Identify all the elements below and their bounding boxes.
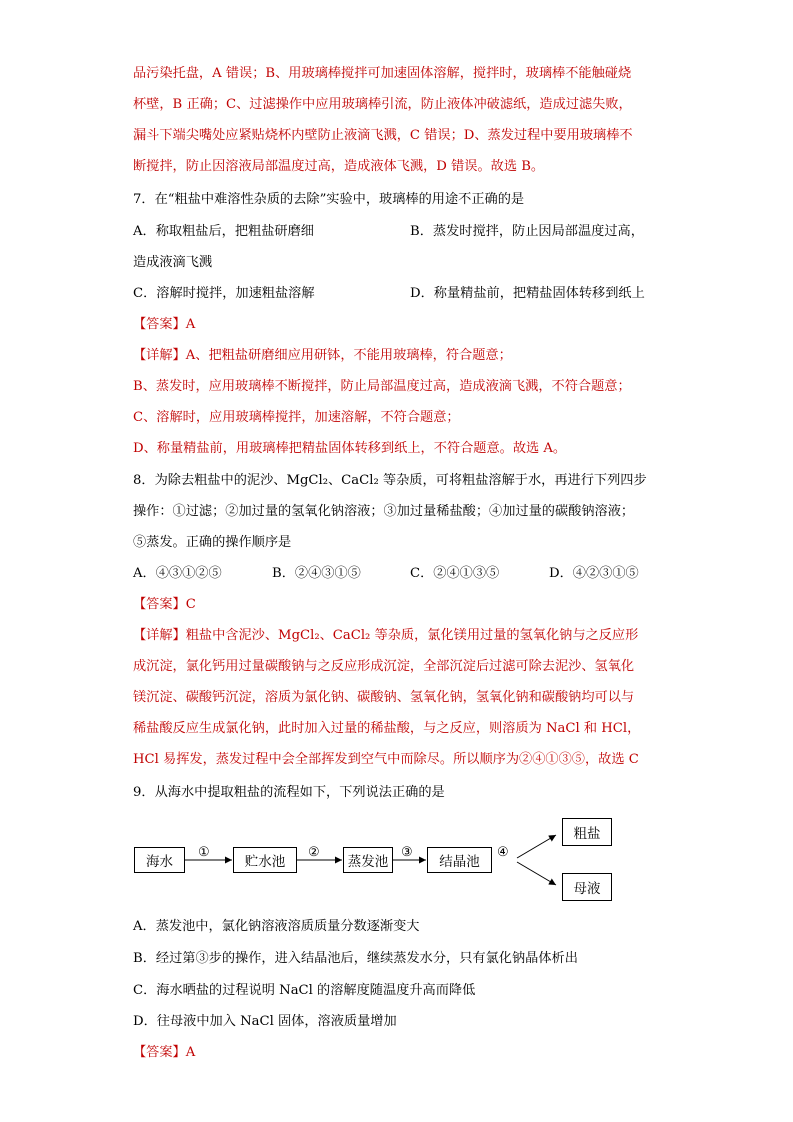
flow-box-mother-liquor: 母液 xyxy=(562,873,612,901)
q8-detail-line-4: 稀盐酸反应生成氯化钠，此时加入过量的稀盐酸，与之反应，则溶质为 NaCl 和 HCl， xyxy=(133,721,641,736)
answer-value: A xyxy=(185,1045,196,1060)
q8-stem-line-3: ⑤蒸发。正确的操作顺序是 xyxy=(133,535,292,550)
answer-value: A xyxy=(185,317,196,332)
q8-option-a: A．④③①②⑤ xyxy=(133,566,222,581)
detail-label: 【详解】 xyxy=(133,348,186,363)
answer-label: 【答案】 xyxy=(133,317,186,332)
q9-option-c: C．海水晒盐的过程说明 NaCl 的溶解度随温度升高而降低 xyxy=(133,983,476,998)
q8-detail-line-5: HCl 易挥发，蒸发过程中会全部挥发到空气中而除尽。所以顺序为②④①③⑤，故选 C xyxy=(133,752,639,767)
flow-step-1: ① xyxy=(198,845,210,860)
q7-option-c: C．溶解时搅拌，加速粗盐溶解 xyxy=(133,286,315,301)
flow-box-seawater: 海水 xyxy=(134,847,185,873)
flow-step-3: ③ xyxy=(401,845,413,860)
arrow-4-up xyxy=(517,835,556,858)
answer-label: 【答案】 xyxy=(133,1045,186,1060)
flow-box-crystallization-pond: 结晶池 xyxy=(427,847,492,873)
q7-option-b-cont: 造成液滴飞溅 xyxy=(133,255,213,270)
q7-option-b: B．蒸发时搅拌，防止因局部温度过高， xyxy=(410,224,644,239)
q7-detail-line-3: C、溶解时，应用玻璃棒搅拌，加速溶解，不符合题意； xyxy=(133,410,460,425)
q8-stem-line-2: 操作：①过滤；②加过量的氢氧化钠溶液；③加过量稀盐酸；④加过量的碳酸钠溶液； xyxy=(133,504,635,519)
q8-option-c: C．②④①③⑤ xyxy=(410,566,500,581)
q8-detail-line-2: 成沉淀，氯化钙用过量碳酸钠与之反应形成沉淀，全部沉淀后过滤可除去泥沙、氢氧化 xyxy=(133,659,635,674)
q9-option-d: D．往母液中加入 NaCl 固体，溶液质量增加 xyxy=(133,1014,397,1029)
q7-stem: 7．在“粗盐中难溶性杂质的去除”实验中，玻璃棒的用途不正确的是 xyxy=(133,192,525,207)
q7-option-a: A．称取粗盐后，把粗盐研磨细 xyxy=(133,224,314,239)
flow-step-2: ② xyxy=(308,845,320,860)
q8-stem-line-1: 8．为除去粗盐中的泥沙、MgCl₂、CaCl₂ 等杂质，可将粗盐溶解于水，再进行下列四步 xyxy=(133,473,647,488)
flow-box-evaporation-pond: 蒸发池 xyxy=(343,847,393,873)
q9-stem: 9．从海水中提取粗盐的流程如下，下列说法正确的是 xyxy=(133,785,445,800)
flow-box-crude-salt: 粗盐 xyxy=(562,818,612,846)
q8-option-b: B．②④③①⑤ xyxy=(272,566,361,581)
prev-detail-line-4: 断搅拌，防止因溶液局部温度过高，造成液体飞溅，D 错误。故选 B。 xyxy=(133,159,545,174)
q9-option-b: B．经过第③步的操作，进入结晶池后，继续蒸发水分，只有氯化钠晶体析出 xyxy=(133,951,578,966)
answer-label: 【答案】 xyxy=(133,597,186,612)
answer-value: C xyxy=(185,597,196,612)
detail-label: 【详解】 xyxy=(133,628,186,643)
prev-detail-line-2: 杯壁，B 正确；C、过滤操作中应用玻璃棒引流，防止液体冲破滤纸，造成过滤失败， xyxy=(133,97,632,112)
q8-option-d: D．④②③①⑤ xyxy=(549,566,639,581)
q7-option-d: D．称量精盐前，把精盐固体转移到纸上 xyxy=(410,286,645,301)
q9-option-a: A．蒸发池中，氯化钠溶液溶质质量分数逐渐变大 xyxy=(133,919,420,934)
q9-answer xyxy=(133,1045,195,1061)
detail-text: A、把粗盐研磨细应用研钵，不能用玻璃棒，符合题意； xyxy=(185,348,512,363)
q7-detail-line-4: D、称量精盐前，用玻璃棒把精盐固体转移到纸上，不符合题意。故选 A。 xyxy=(133,441,567,456)
q8-detail-line-3: 镁沉淀、碳酸钙沉淀，溶质为氯化钠、碳酸钠、氢氧化钠，氢氧化钠和碳酸钠均可以与 xyxy=(133,690,635,705)
prev-detail-line-1: 品污染托盘，A 错误；B、用玻璃棒搅拌可加速固体溶解，搅拌时，玻璃棒不能触碰烧 xyxy=(133,66,632,81)
q7-detail-line-2: B、蒸发时，应用玻璃棒不断搅拌，防止局部温度过高，造成液滴飞溅，不符合题意； xyxy=(133,379,631,394)
detail-text: 粗盐中含泥沙、MgCl₂、CaCl₂ 等杂质，氯化镁用过量的氢氧化钠与之反应形 xyxy=(185,628,639,643)
flow-box-reservoir: 贮水池 xyxy=(233,847,297,873)
flow-step-4: ④ xyxy=(497,845,509,860)
arrow-4-down xyxy=(517,862,556,885)
prev-detail-line-3: 漏斗下端尖嘴处应紧贴烧杯内壁防止液滴飞溅，C 错误；D、蒸发过程中要用玻璃棒不 xyxy=(133,128,633,143)
